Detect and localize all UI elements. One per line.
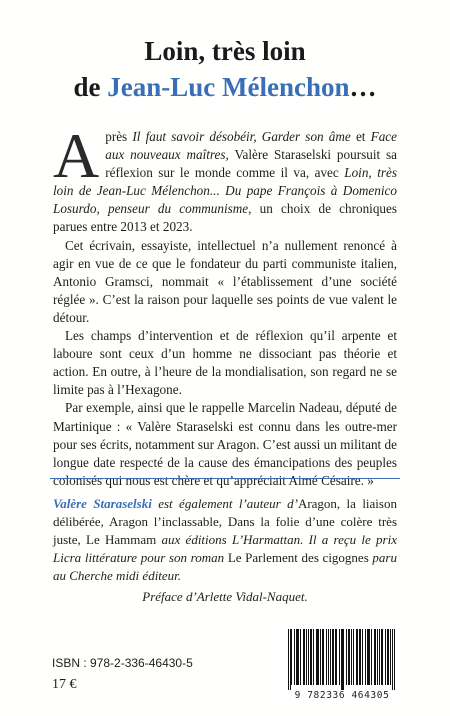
p1-title-2: Face aux nouveaux maîtres, (105, 129, 397, 163)
paragraph-2: Cet écrivain, essayiste, intellectuel n’a nullement renoncé à agir en vue de ce que le fondateur du parti communiste italien, Antonio Gramsci, nommait « l’établissement d’une société réglée ». C’est la raison pour laquelle ses points de vue valent le détour. (53, 237, 397, 325)
barcode-bar (316, 629, 317, 685)
barcode-bar (335, 629, 336, 685)
barcode-bar (294, 629, 295, 685)
barcode-bar (326, 629, 327, 685)
barcode-bar (375, 629, 376, 685)
barcode-bar (343, 629, 344, 691)
barcode-bar (328, 629, 329, 685)
barcode-bar (318, 629, 319, 685)
p1-text-d: , un choix de chroniques parues entre 2013 et 2023. (53, 201, 398, 235)
barcode-bar (348, 629, 349, 685)
barcode-bar (377, 629, 378, 685)
barcode-bar (346, 629, 347, 685)
author-note-works: Aragon, la liaison délibérée, Aragon l’inclassable, Dans la folie d’une colère très juste, Le Hammam (53, 496, 397, 547)
title-line-2 (0, 70, 450, 104)
barcode-bar (288, 629, 289, 691)
barcode-bar (296, 629, 297, 685)
barcode-bar (333, 629, 334, 685)
barcode-bar (341, 629, 342, 691)
barcode-bar (310, 629, 311, 685)
title-ellipsis: … (349, 72, 377, 102)
p1-text-b: et (350, 129, 371, 144)
barcode (282, 627, 402, 697)
p1-text-c: Valère Staraselski poursuit sa réflexion sur le monde comme il va, avec (105, 147, 397, 181)
barcode-digits: 9 782336 464305 (282, 690, 402, 701)
author-note-e: paru au Cherche midi éditeur. (53, 550, 397, 583)
price: 17 € (52, 677, 77, 692)
barcode-bar (369, 629, 370, 685)
barcode-bar (300, 629, 301, 685)
barcode-bar (304, 629, 305, 685)
barcode-bar (382, 629, 383, 685)
title-line-1: Loin, très loin (144, 36, 306, 66)
title-author-name: Jean-Luc Mélenchon (107, 72, 350, 102)
back-cover-text (53, 120, 398, 490)
preface-credit: Préface d’Arlette Vidal-Naquet. (142, 589, 308, 604)
title-prefix: de (73, 72, 108, 102)
barcode-bar (385, 629, 386, 685)
barcode-bar (320, 629, 321, 685)
author-note (53, 495, 397, 585)
barcode-bar (297, 629, 298, 685)
author-note-novel: Le Parlement des cigognes (227, 550, 369, 565)
barcode-bar (390, 629, 391, 685)
barcode-bar (356, 629, 357, 685)
drop-cap: A (53, 120, 100, 191)
barcode-bar (360, 629, 361, 685)
barcode-bar (371, 629, 372, 685)
p1-title-3: Loin, très loin de Jean-Luc Mélenchon... Du pape François à Domenico Losurdo, penseur du communisme (53, 165, 397, 217)
barcode-bar (359, 629, 360, 685)
paragraph-1 (53, 120, 398, 237)
paragraph-3: Les champs d’intervention et de réflexion qu’il arpente et laboure sont ceux d’un homme ne dissociant pas théorie et action. En outre, à l’heure de la mondialisation, son regard ne se limite pas à l’Hexagone. (53, 328, 397, 398)
barcode-bar (342, 629, 343, 691)
barcode-bar (368, 629, 369, 685)
barcode-bar (322, 629, 323, 685)
barcode-bar (303, 629, 304, 685)
author-note-a: est également l’auteur d’ (151, 496, 298, 511)
barcode-bar (336, 629, 337, 685)
barcode-bar (290, 629, 291, 691)
paragraph-4: Par exemple, ainsi que le rappelle Marcelin Nadeau, député de Martinique : « Valère Staraselski est connu dans les outre-mer pour ses écrits, notamment sur Aragon. C’est aussi un militant de longue date respecté de la cause des émancipations des peuples colonisés qui nous est chère et qu’appréciait Aimé Césaire. » (53, 400, 397, 488)
barcode-bar (298, 629, 299, 685)
barcode-bar (394, 629, 395, 691)
barcode-bar (379, 629, 380, 685)
barcode-bar (381, 629, 382, 685)
barcode-bar (388, 629, 389, 685)
barcode-bar (306, 629, 307, 685)
divider-line (50, 478, 400, 479)
barcode-bar (365, 629, 366, 685)
barcode-bar (349, 629, 350, 685)
barcode-bar (374, 629, 375, 685)
isbn: ISBN : 978-2-336-46430-5 (52, 656, 193, 670)
barcode-bar (313, 629, 314, 685)
barcode-bar (367, 629, 368, 685)
barcode-bar (332, 629, 333, 685)
barcode-bar (317, 629, 318, 685)
barcode-bar (291, 629, 292, 685)
barcode-bar (387, 629, 388, 685)
barcode-bar (311, 629, 312, 685)
p1-title-1: Il faut savoir désobéir, Garder son âme (132, 129, 351, 144)
barcode-bar (392, 629, 393, 691)
barcode-bar (330, 629, 331, 685)
barcode-bar (357, 629, 358, 685)
author-note-c: aux éditions L’Harmattan. Il a reçu le prix Licra littérature pour son roman (53, 532, 397, 565)
barcode-bar (362, 629, 363, 685)
barcode-bar (308, 629, 309, 685)
barcode-bar (339, 629, 340, 685)
barcode-bar (351, 629, 352, 685)
p1-text-a: près (105, 129, 133, 144)
author-name: Valère Staraselski (53, 496, 152, 511)
barcode-bar (353, 629, 354, 685)
barcode-bar (323, 629, 324, 685)
